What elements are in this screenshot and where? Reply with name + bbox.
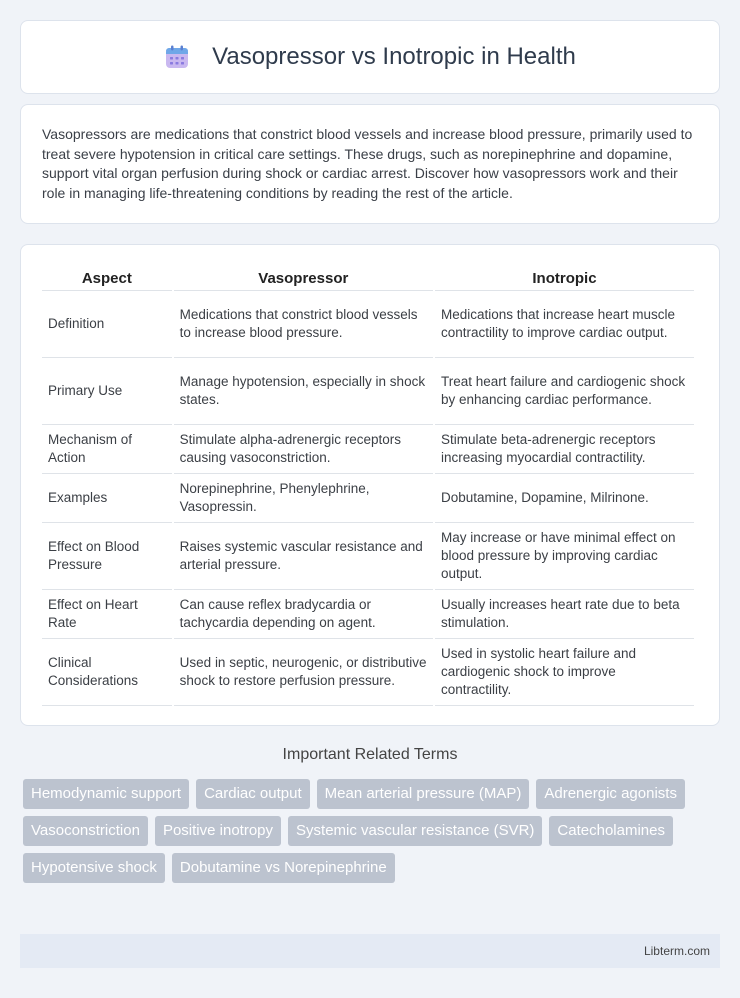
cell-aspect: Primary Use (42, 358, 172, 425)
related-term-tag[interactable]: Positive inotropy (155, 816, 281, 846)
header-card (20, 20, 720, 94)
cell-inotropic: Treat heart failure and cardiogenic shock by enhancing cardiac performance. (435, 358, 694, 425)
cell-vasopressor: Manage hypotension, especially in shock states. (174, 358, 433, 425)
calendar-icon (164, 44, 190, 70)
cell-aspect: Effect on Heart Rate (42, 590, 172, 639)
cell-vasopressor: Stimulate alpha-adrenergic receptors causing vasoconstriction. (174, 425, 433, 474)
table-row (42, 291, 694, 358)
cell-vasopressor: Used in septic, neurogenic, or distributive shock to restore perfusion pressure. (174, 639, 433, 706)
intro-text: Vasopressors are medications that constrict blood vessels and increase blood pressure, primarily used to treat severe hypotension in critical care settings. These drugs, such as norepinephrine and dopamine, support vital organ perfusion during shock or cardiac arrest. Discover how vasopressors work and their role in managing life-threatening conditions by reading the rest of the article. (42, 126, 693, 201)
cell-inotropic: Used in systolic heart failure and cardiogenic shock to improve contractility. (435, 639, 694, 706)
cell-vasopressor: Can cause reflex bradycardia or tachycardia depending on agent. (174, 590, 433, 639)
footer-site-link[interactable]: Libterm.com (643, 944, 710, 958)
table-row (42, 474, 694, 523)
cell-aspect: Mechanism of Action (42, 425, 172, 474)
cell-inotropic: Medications that increase heart muscle contractility to improve cardiac output. (435, 291, 694, 358)
cell-vasopressor: Medications that constrict blood vessels to increase blood pressure. (174, 291, 433, 358)
related-term-tag[interactable]: Cardiac output (196, 779, 310, 809)
table-row (42, 358, 694, 425)
cell-inotropic: Dobutamine, Dopamine, Milrinone. (435, 474, 694, 523)
table-row (42, 523, 694, 590)
related-terms-title: Important Related Terms (282, 746, 458, 763)
table-row (42, 590, 694, 639)
cell-aspect: Examples (42, 474, 172, 523)
related-term-tag[interactable]: Catecholamines (549, 816, 673, 846)
footer (20, 934, 720, 968)
header-inotropic: Inotropic (435, 265, 694, 291)
related-term-tag[interactable]: Adrenergic agonists (536, 779, 685, 809)
table-row (42, 425, 694, 474)
header-aspect: Aspect (42, 265, 172, 291)
cell-inotropic: Stimulate beta-adrenergic receptors increasing myocardial contractility. (435, 425, 694, 474)
comparison-table-card (20, 244, 720, 726)
table-row (42, 639, 694, 706)
comparison-table (40, 265, 696, 706)
cell-vasopressor: Raises systemic vascular resistance and arterial pressure. (174, 523, 433, 590)
related-term-tag[interactable]: Hemodynamic support (23, 779, 189, 809)
intro-card (20, 104, 720, 224)
cell-aspect: Effect on Blood Pressure (42, 523, 172, 590)
related-term-tag[interactable]: Systemic vascular resistance (SVR) (288, 816, 542, 846)
related-term-tag[interactable]: Dobutamine vs Norepinephrine (172, 853, 395, 883)
cell-inotropic: May increase or have minimal effect on blood pressure by improving cardiac output. (435, 523, 694, 590)
related-term-tag[interactable]: Hypotensive shock (23, 853, 165, 883)
cell-aspect: Clinical Considerations (42, 639, 172, 706)
related-term-tag[interactable]: Vasoconstriction (23, 816, 148, 846)
cell-aspect: Definition (42, 291, 172, 358)
header-vasopressor: Vasopressor (174, 265, 433, 291)
related-term-tag[interactable]: Mean arterial pressure (MAP) (317, 779, 530, 809)
cell-vasopressor: Norepinephrine, Phenylephrine, Vasopressin. (174, 474, 433, 523)
table-header-row (42, 265, 694, 291)
related-terms-list (23, 779, 713, 883)
cell-inotropic: Usually increases heart rate due to beta stimulation. (435, 590, 694, 639)
page-title: Vasopressor vs Inotropic in Health (212, 43, 576, 70)
